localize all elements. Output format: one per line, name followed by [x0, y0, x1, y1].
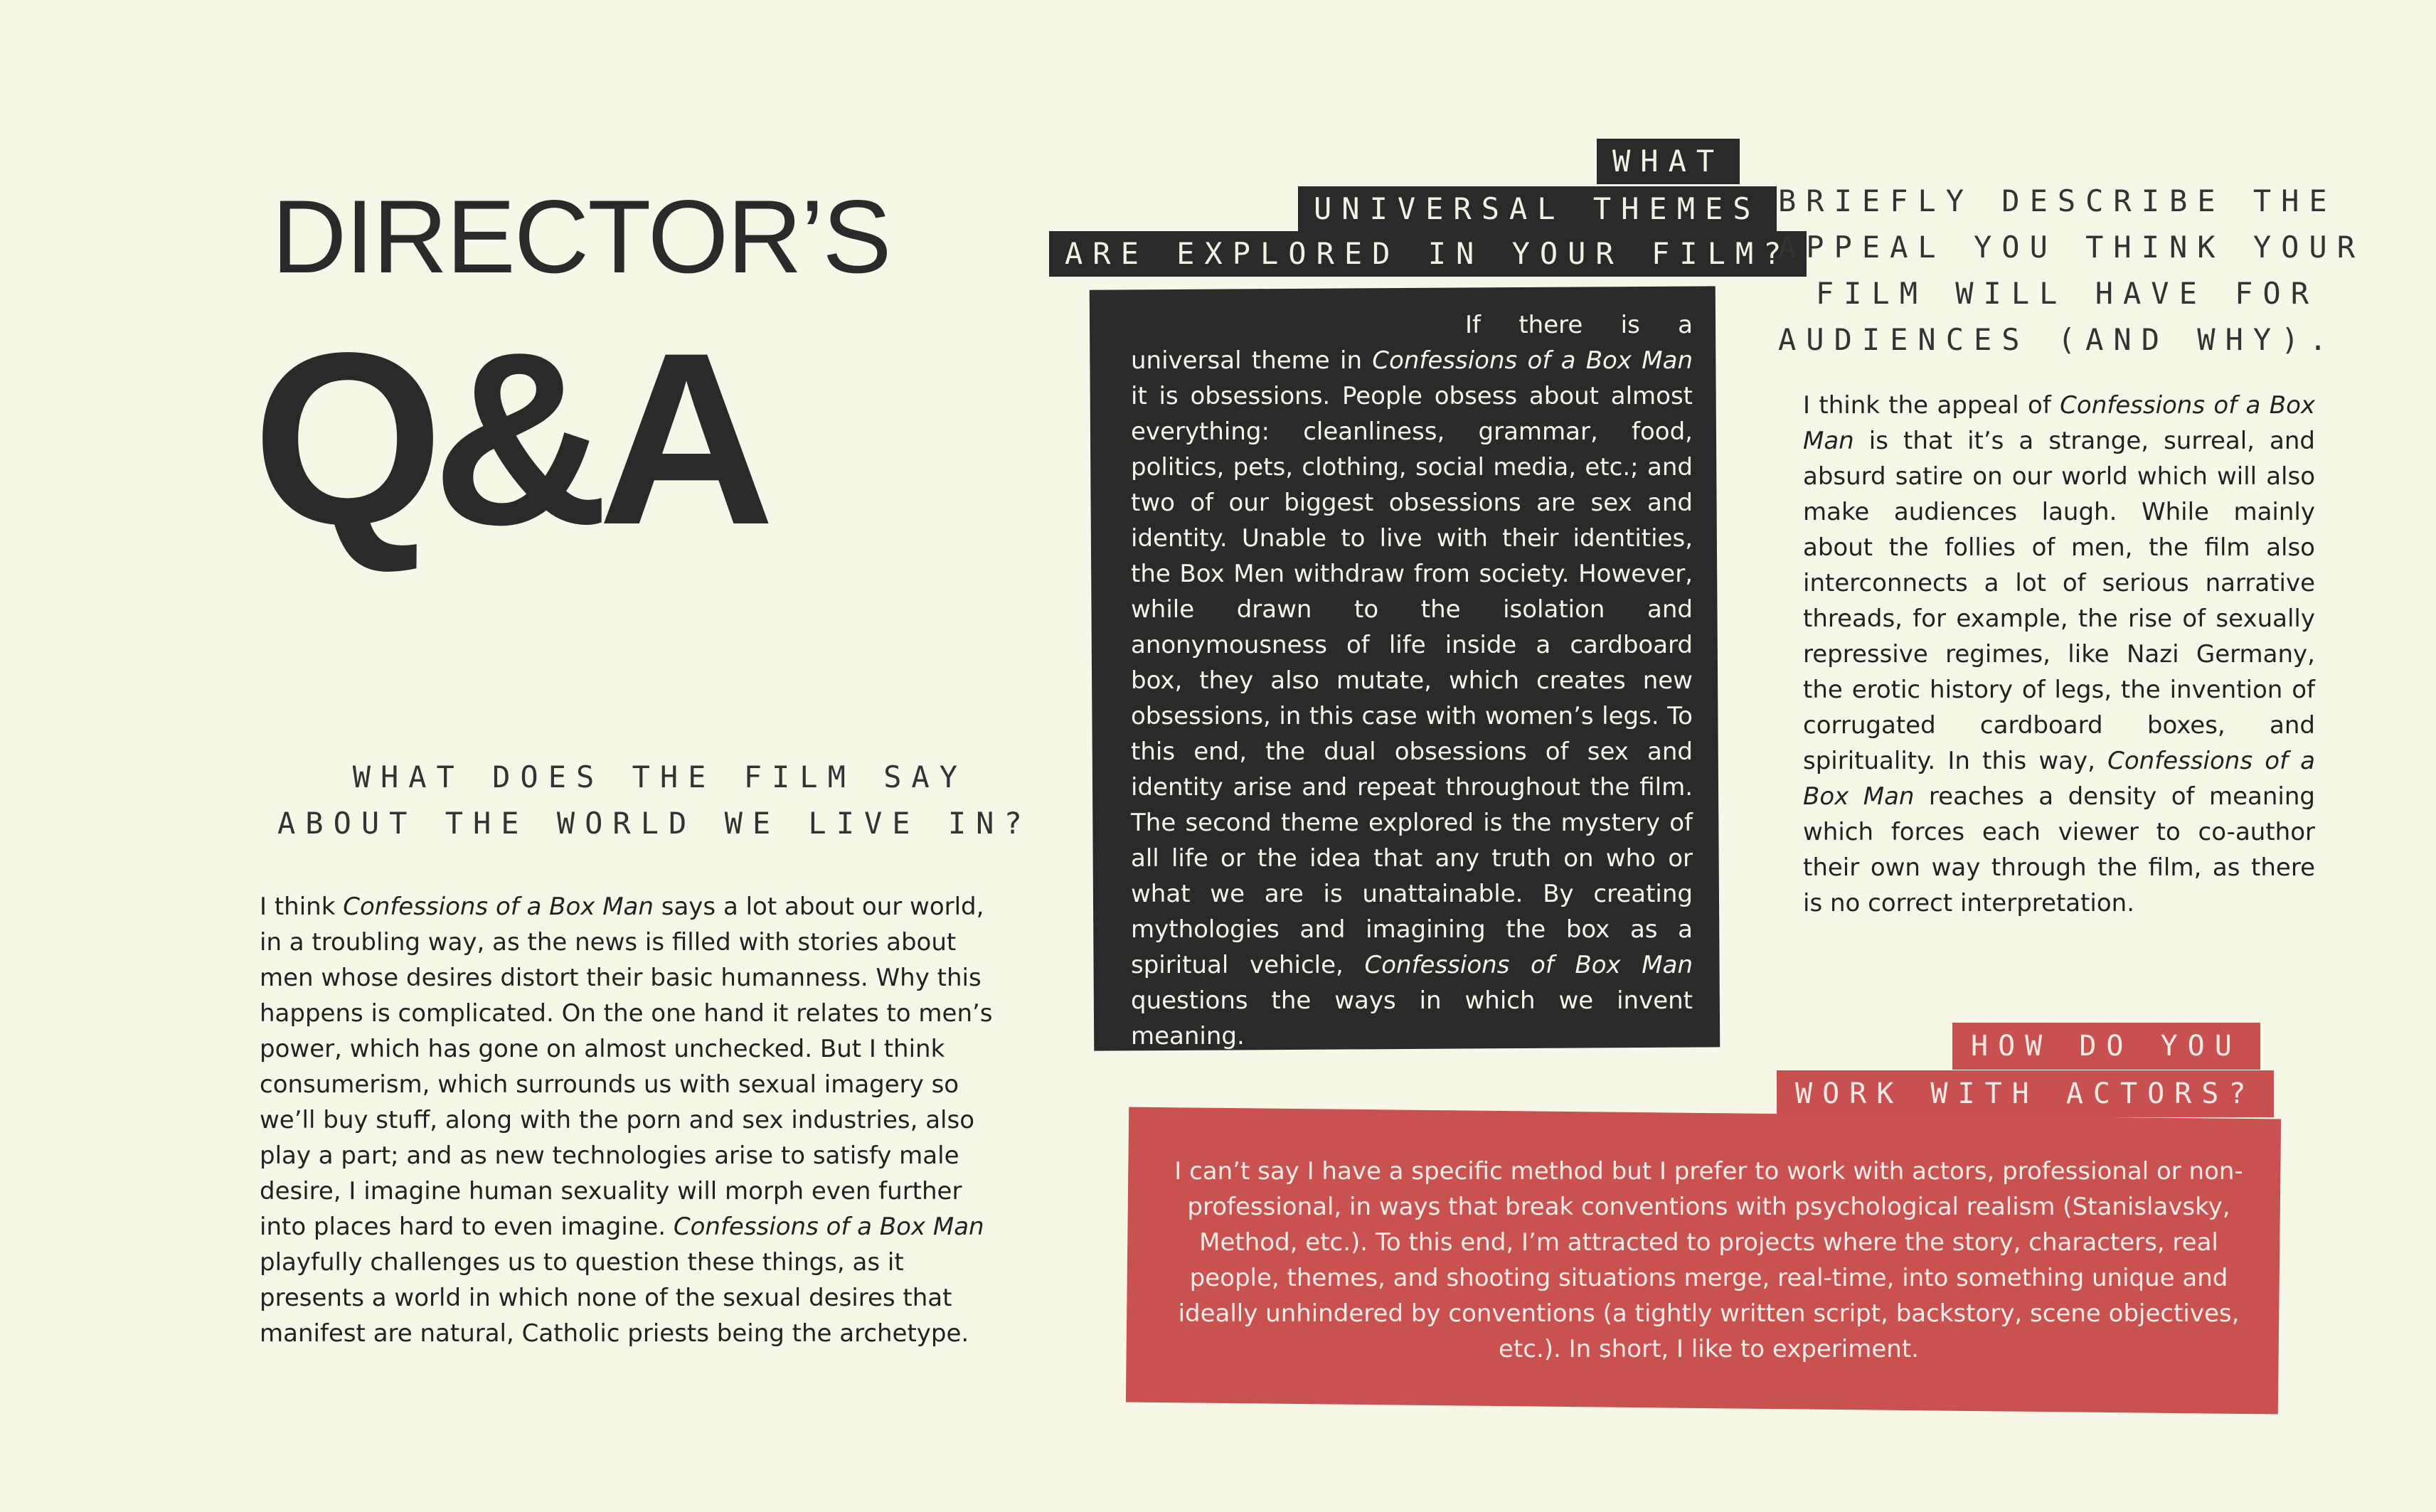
question-themes-line-1: WHAT [1597, 139, 1740, 184]
film-title: Confessions of a Box Man [1803, 747, 2315, 811]
answer-text: says a lot about our world, in a troubling way, as the news is filled with stories about men whose desires distort their basic humanness. Why this happens is complicated. On the one hand it relates to men’s power, which has gone on almost unchecked. But I think consumerism, which surrounds us with sexual imagery so we’ll buy stuff, along with the porn and sex industries, also play a part; and as new technologies arise to satisfy male desire, I imagine human sexuality will morph even further into places hard to even imagine. [260, 893, 993, 1241]
question-line: FILM WILL HAVE FOR [1815, 276, 2319, 312]
answer-themes [1131, 307, 1693, 1054]
question-themes-line-3: ARE EXPLORED IN YOUR FILM? [1049, 231, 1807, 277]
question-appeal [1778, 178, 2366, 363]
answer-actors [1166, 1154, 2251, 1367]
question-actors-line-2: WORK WITH ACTORS? [1777, 1070, 2274, 1117]
answer-text: I think the appeal of [1803, 391, 2060, 420]
question-line: WHAT DOES THE FILM SAY [352, 760, 967, 794]
page-title-small: DIRECTOR’S [272, 179, 890, 294]
answer-text: it is obsessions. People obsess about almost everything: cleanliness, grammar, food, politics, pets, clothing, social media, etc.; and two of our biggest obsessions are sex and identity. Unable to live with their identities, the Box Men withdraw from society. However, while drawn to the isolation and anonymousness of life inside a cardboard box, they also mutate, which creates new obsessions, in this case with women’s legs. To this end, the dual obsessions of sex and identity arise and repeat throughout the film. The second theme explored is the mystery of all life or the idea that any truth on who or what we are is unattainable. By creating mythologies and imagining the box as a spiritual vehicle, [1131, 382, 1693, 979]
answer-text: reaches a density of meaning which forces each viewer to co-author their own way through the film, as there is no correct interpretation. [1803, 782, 2315, 917]
question-line: APPEAL YOU THINK YOUR [1778, 230, 2366, 265]
film-title: Confessions of a Box Man [343, 893, 654, 921]
answer-world [260, 889, 1006, 1351]
question-line: ABOUT THE WORLD WE LIVE IN? [277, 806, 1032, 841]
question-themes-line-2: UNIVERSAL THEMES [1298, 186, 1777, 232]
film-title: Confessions of a Box Man [1803, 391, 2315, 455]
answer-text: playfully challenges us to question these things, as it presents a world in which none of the sexual desires that manifest are natural, Catholic priests being the archetype. [260, 1248, 969, 1348]
film-title: Confessions of a Box Man [1372, 346, 1693, 375]
answer-appeal [1803, 388, 2315, 921]
answer-text: I think [260, 893, 344, 921]
question-actors-line-1: HOW DO YOU [1952, 1023, 2260, 1070]
film-title: Confessions of a Box Man [673, 1213, 984, 1241]
answer-text: If there is a universal theme in [1131, 311, 1693, 375]
answer-text: is that it’s a strange, surreal, and absurd satire on our world which will also make audiences laugh. While mainly about the follies of men, the film also interconnects a lot of serious narrative threads, for example, the rise of sexually repressive regimes, like Nazi Germany, the erotic history of legs, the invention of corrugated cardboard boxes, and spirituality. In this way, [1803, 427, 2315, 775]
question-line: AUDIENCES (AND WHY). [1778, 322, 2337, 358]
question-line: BRIEFLY DESCRIBE THE [1778, 183, 2337, 218]
film-title: Confessions of Box Man [1364, 951, 1693, 979]
question-world [277, 754, 1032, 846]
page-title-big: Q&A [252, 302, 764, 576]
answer-text: I can’t say I have a specific method but I prefer to work with actors, professional or non-professional, in ways that break conventions with psychological realism (Stanislavsky, Method, etc.). To this end, I’m attracted to projects where the story, characters, real people, themes, and shooting situations merge, real-time, into something unique and ideally unhindered by conventions (a tightly written script, backstory, scene objectives, etc.). In short, I like to experiment. [1174, 1157, 2243, 1363]
answer-text: questions the ways in which we invent meaning. [1131, 986, 1693, 1050]
